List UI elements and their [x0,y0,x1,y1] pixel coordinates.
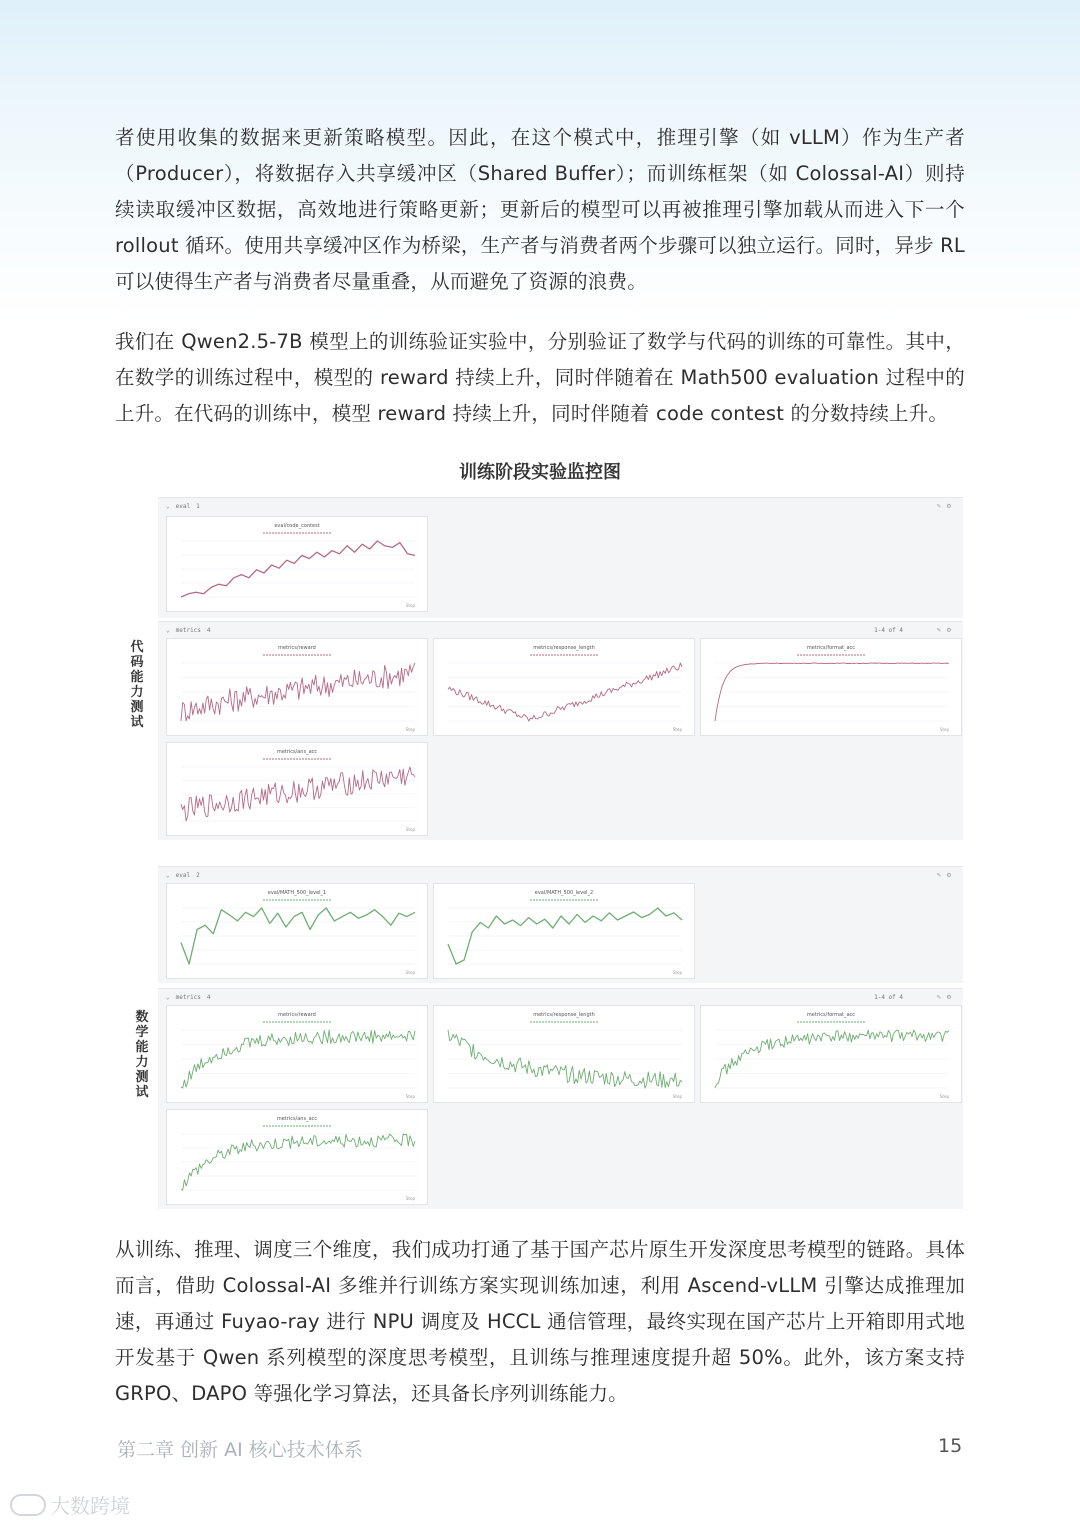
chart-title: metrics/ans_acc [276,1116,318,1122]
chart-title: eval/code_contest [274,523,320,529]
section-code-eval [158,497,963,618]
chart-svg [701,639,961,735]
chart-title: metrics/reward [278,1012,316,1018]
paragraph-2: 我们在 Qwen2.5-7B 模型上的训练验证实验中，分别验证了数学与代码的训练的可靠性。其中，在数学的训练过程中，模型的 reward 持续上升，同时伴随着在 Math500 evaluation 过程中的上升。在代码的训练中，模型 reward 持续上升，同时伴随着 code contest 的分数持续上升。 [115,330,965,425]
chart-xlabel: Step [405,827,415,832]
chart-xlabel: Step [405,603,415,608]
chart-xlabel: Step [939,727,949,732]
chart-xlabel: Step [405,727,415,732]
chart-math-ans-acc[interactable] [166,1109,428,1205]
chart-code-format-acc[interactable] [700,638,962,736]
chart-xlabel: Step [939,1094,949,1099]
chart-svg [167,1110,427,1204]
pager[interactable]: 1-4 of 4 [874,993,903,1001]
section-name: metrics [175,626,201,634]
chart-xlabel: Step [405,1094,415,1099]
chart-svg [167,517,427,611]
page-number: 15 [938,1435,963,1457]
watermark-text: 大数跨境 [50,1494,130,1518]
section-header[interactable] [158,498,963,514]
side-label-code: 代码能力测试 [130,640,144,730]
watermark-logo-icon [10,1494,46,1516]
section-count: 1 [196,502,200,510]
section-count: 4 [206,993,211,1001]
paragraph-3: 从训练、推理、调度三个维度，我们成功打通了基于国产芯片原生开发深度思考模型的链路。具体而言，借助 Colossal-AI 多维并行训练方案实现训练加速，利用 Ascend-vLLM 引擎达成推理加速，再通过 Fuyao-ray 进行 NPU 调度及 HCCL 通信管理，最终实现在国产芯片上开箱即用式地开发基于 Qwen 系列模型的深度思考模型，且训练与推理速度提升超 50%。此外，该方案支持 GRPO、DAPO 等强化学习算法，还具备长序列训练能力。 [115,1238,965,1405]
chart-code-response-length[interactable] [433,638,695,736]
section-header[interactable] [158,867,963,883]
chart-title: eval/MATH_500_level_2 [534,890,594,896]
chevron-down-icon[interactable]: ⌄ [166,626,170,634]
section-math-metrics [158,988,963,1209]
chart-svg [167,884,427,978]
chart-title: metrics/format_acc [806,1012,856,1018]
footer-chapter: 第二章 创新 AI 核心技术体系 [117,1439,363,1461]
paragraph-1: 者使用收集的数据来更新策略模型。因此，在这个模式中，推理引擎（如 vLLM）作为生产者（Producer），将数据存入共享缓冲区（Shared Buffer）；而训练框架（如 Colossal-AI）则持续读取缓冲区数据，高效地进行策略更新；更新后的模型可以再被推理引擎加载从而进入下一个 rollout 循环。使用共享缓冲区作为桥梁，生产者与消费者两个步骤可以独立运行。同时，异步 RL 可以使得生产者与消费者尽量重叠，从而避免了资源的浪费。 [115,126,965,293]
chart-math500-level1[interactable] [166,883,428,979]
chart-svg [167,1006,427,1102]
section-tools-icon[interactable]: ✎⚙ [936,993,957,1001]
chart-title: metrics/response_length [533,645,595,651]
chart-code-reward[interactable] [166,638,428,736]
section-tools-icon[interactable]: ✎⚙ [936,871,957,879]
chart-xlabel: Step [405,970,415,975]
chart-math-response-length[interactable] [433,1005,695,1103]
section-header[interactable] [158,622,963,638]
section-math-eval [158,866,963,983]
chart-xlabel: Step [672,1094,682,1099]
figure-title: 训练阶段实验监控图 [459,462,621,483]
section-tools-icon[interactable]: ✎⚙ [936,502,957,510]
section-header[interactable] [158,989,963,1005]
section-name: eval [175,871,191,879]
chart-title: eval/MATH_500_level_1 [267,890,327,896]
chevron-down-icon[interactable]: ⌄ [166,871,170,879]
watermark [10,1490,130,1519]
chart-math-format-acc[interactable] [700,1005,962,1103]
chart-svg [167,743,427,835]
section-count: 2 [196,871,200,879]
chart-title: metrics/reward [278,645,316,651]
chart-code-ans-acc[interactable] [166,742,428,836]
chart-title: metrics/ans_acc [276,749,318,755]
section-count: 4 [206,626,211,634]
section-code-metrics [158,621,963,840]
section-name: metrics [175,993,201,1001]
chart-math500-level2[interactable] [433,883,695,979]
side-label-math: 数学能力测试 [135,1010,149,1100]
chart-title: metrics/response_length [533,1012,595,1018]
chart-math-reward[interactable] [166,1005,428,1103]
section-name: eval [175,502,191,510]
section-tools-icon[interactable]: ✎⚙ [936,626,957,634]
chart-xlabel: Step [672,727,682,732]
pager[interactable]: 1-4 of 4 [874,626,903,634]
chart-svg [434,1006,694,1102]
chart-svg [167,639,427,735]
chevron-down-icon[interactable]: ⌄ [166,993,170,1001]
chart-code-contest[interactable] [166,516,428,612]
chevron-down-icon[interactable]: ⌄ [166,502,170,510]
chart-svg [701,1006,961,1102]
chart-xlabel: Step [672,970,682,975]
chart-svg [434,884,694,978]
chart-xlabel: Step [405,1196,415,1201]
chart-title: metrics/format_acc [806,645,856,651]
chart-svg [434,639,694,735]
